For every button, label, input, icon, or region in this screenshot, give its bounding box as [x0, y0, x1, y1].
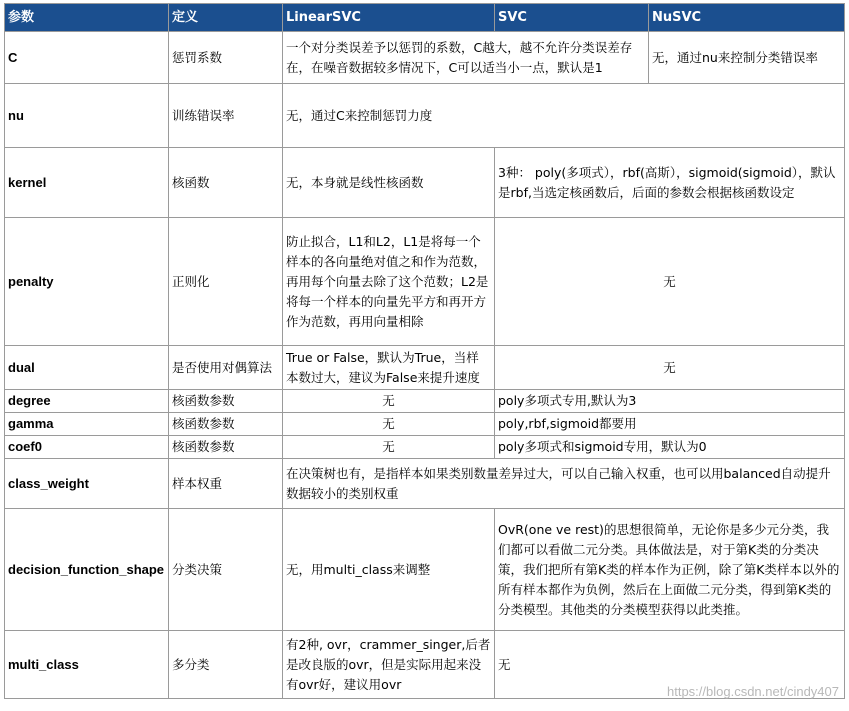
- table-row: [5, 459, 845, 509]
- header-svc: SVC: [495, 4, 649, 32]
- linearsvc-cell: 有2种, ovr，crammer_singer,后者是改良版的ovr，但是实际用起来没有ovr好，建议用ovr: [283, 631, 495, 699]
- param-definition: 训练错误率: [169, 84, 283, 148]
- linearsvc-cell: 无: [283, 390, 495, 413]
- param-name: decision_function_shape: [5, 509, 169, 631]
- table-row: [5, 84, 845, 148]
- header-linearsvc: LinearSVC: [283, 4, 495, 32]
- param-definition: 核函数参数: [169, 413, 283, 436]
- table-row: [5, 436, 845, 459]
- svc-nusvc-cell: poly多项式和sigmoid专用，默认为0: [495, 436, 845, 459]
- param-name: coef0: [5, 436, 169, 459]
- param-definition: 是否使用对偶算法: [169, 346, 283, 390]
- svc-nusvc-cell: OvR(one ve rest)的思想很简单，无论你是多少元分类，我们都可以看做二元分类。具体做法是，对于第K类的分类决策，我们把所有第K类的样本作为正例，除了第K类样本以外的所有样本都作为负例，然后在上面做二元分类，得到第K类的分类模型。其他类的分类模型获得以此类推。: [495, 509, 845, 631]
- svc-nusvc-cell: poly多项式专用,默认为3: [495, 390, 845, 413]
- param-definition: 正则化: [169, 218, 283, 346]
- param-name: kernel: [5, 148, 169, 218]
- svc-nusvc-cell: 无: [495, 631, 845, 699]
- param-name: multi_class: [5, 631, 169, 699]
- linearsvc-cell: 防止拟合，L1和L2，L1是将每一个样本的各向量绝对值之和作为范数，再用每个向量去除了这个范数；L2是将每一个样本的向量先平方和再开方作为范数，再用向量相除: [283, 218, 495, 346]
- table-row: [5, 390, 845, 413]
- svc-nusvc-cell: poly,rbf,sigmoid都要用: [495, 413, 845, 436]
- svm-parameter-table: [4, 3, 845, 699]
- param-definition: 核函数: [169, 148, 283, 218]
- watermark: https://blog.csdn.net/cindy407: [666, 684, 839, 699]
- param-definition: 样本权重: [169, 459, 283, 509]
- linearsvc-svc-cell: 一个对分类误差予以惩罚的系数，C越大，越不允许分类误差存在，在噪音数据较多情况下，C可以适当小一点，默认是1: [283, 32, 649, 84]
- param-definition: 惩罚系数: [169, 32, 283, 84]
- table-row: [5, 148, 845, 218]
- nusvc-cell: 无，通过nu来控制分类错误率: [649, 32, 845, 84]
- table-row: [5, 413, 845, 436]
- all-models-cell: 在决策树也有，是指样本如果类别数量差异过大，可以自己输入权重，也可以用balanced自动提升数据较小的类别权重: [283, 459, 845, 509]
- linearsvc-cell: 无，用multi_class来调整: [283, 509, 495, 631]
- param-definition: 核函数参数: [169, 390, 283, 413]
- table-row: [5, 32, 845, 84]
- linearsvc-cell: True or False，默认为True，当样本数过大，建议为False来提升速度: [283, 346, 495, 390]
- header-row: [5, 4, 845, 32]
- param-name: gamma: [5, 413, 169, 436]
- svc-nusvc-cell: 无: [495, 346, 845, 390]
- header-nusvc: NuSVC: [649, 4, 845, 32]
- header-param: 参数: [5, 4, 169, 32]
- svc-nusvc-cell: 3种： poly(多项式），rbf(高斯），sigmoid(sigmoid），默认是rbf,当选定核函数后，后面的参数会根据核函数设定: [495, 148, 845, 218]
- linearsvc-svc-cell: 无，通过C来控制惩罚力度: [283, 84, 845, 148]
- table-row: [5, 346, 845, 390]
- param-name: nu: [5, 84, 169, 148]
- param-definition: 核函数参数: [169, 436, 283, 459]
- param-definition: 分类决策: [169, 509, 283, 631]
- header-definition: 定义: [169, 4, 283, 32]
- param-name: degree: [5, 390, 169, 413]
- linearsvc-cell: 无: [283, 436, 495, 459]
- linearsvc-cell: 无: [283, 413, 495, 436]
- param-name: C: [5, 32, 169, 84]
- svc-nusvc-cell: 无: [495, 218, 845, 346]
- table-row: [5, 509, 845, 631]
- param-name: penalty: [5, 218, 169, 346]
- param-definition: 多分类: [169, 631, 283, 699]
- linearsvc-cell: 无，本身就是线性核函数: [283, 148, 495, 218]
- param-name: class_weight: [5, 459, 169, 509]
- param-name: dual: [5, 346, 169, 390]
- table-row: [5, 218, 845, 346]
